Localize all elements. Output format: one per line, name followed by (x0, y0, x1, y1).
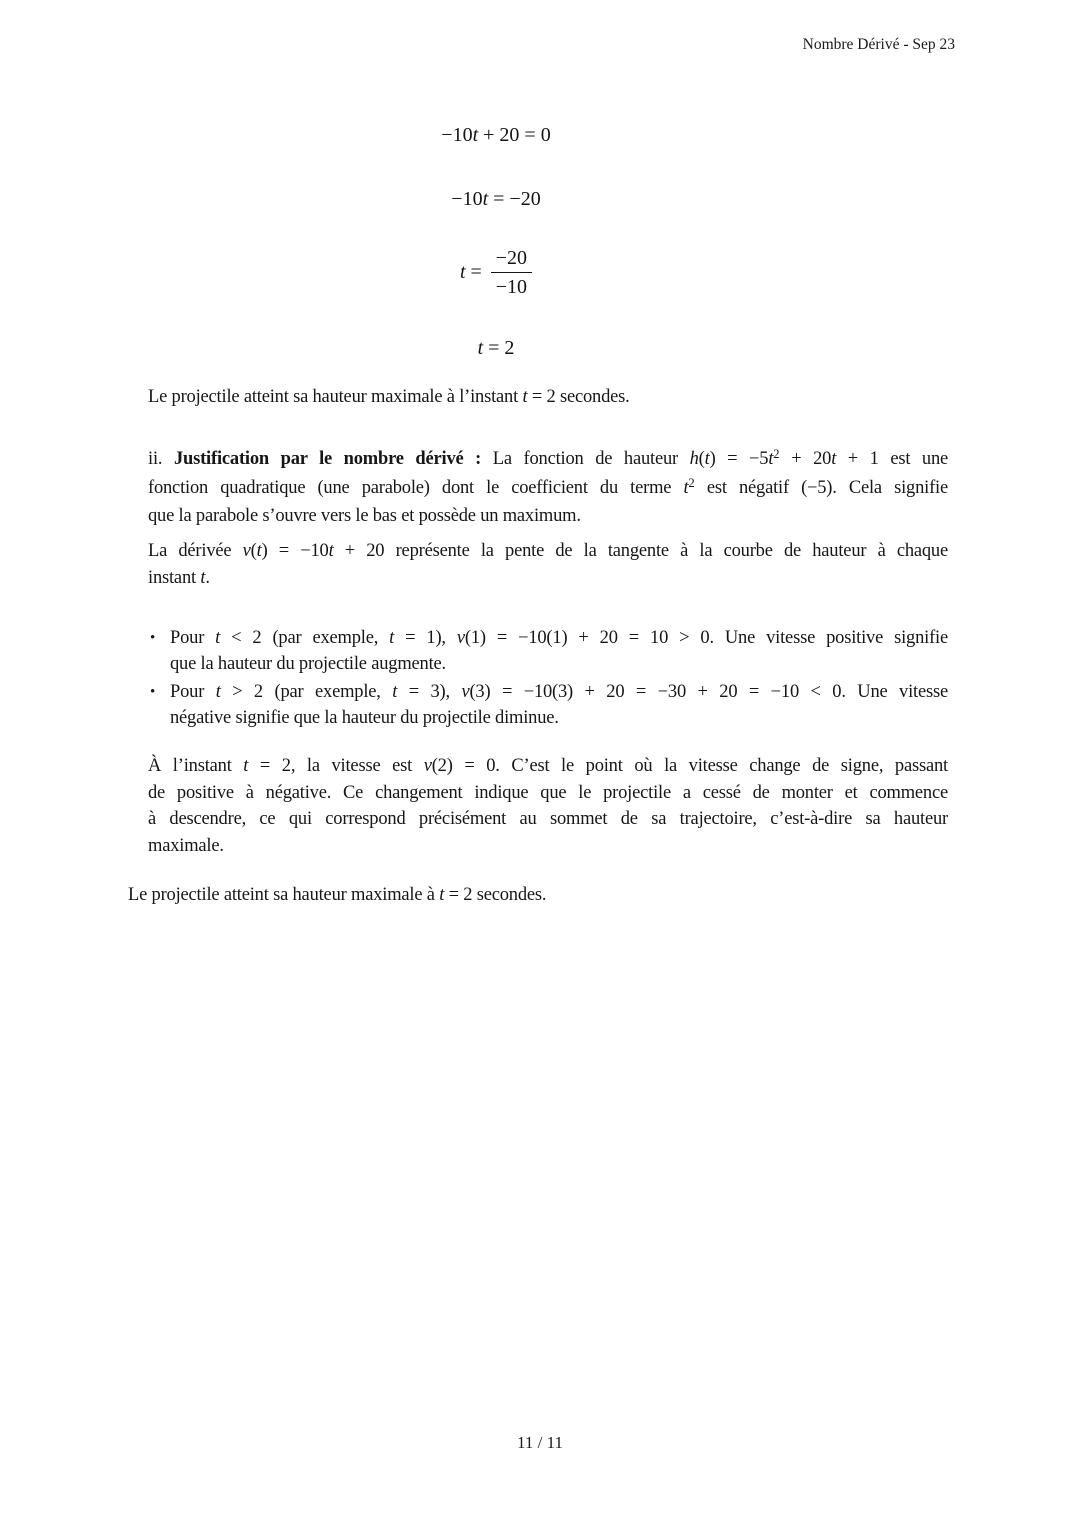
page-number: 11 / 11 (517, 1433, 563, 1452)
equation-1: −10t + 20 = 0 (441, 124, 551, 146)
paragraph-justification: ii. Justification par le nombre dérivé : La fonction de hauteur $h(t) = -5t^2 + 20t + 1$ est une fonction quadratique (une parabole) dont le coefficient du terme $t^2$ est négatif (−5). Cela signifie que la parabole s’ouvre vers le bas et possède un maximum. (148, 447, 949, 526)
paragraph-sign-change: À l’instant t = 2, la vitesse est v(2) = 0. C’est le point où la vitesse change de signe, passant de positive à négative. Ce changement indique que le projectile a cessé de monter et commence à descendre, ce qui correspond précisément au sommet de sa trajectoire, c’est-à-dire sa hauteur maximale. (148, 756, 948, 856)
bullet-text: Pour t > 2 (par exemple, t = 3), v(3) = −10(3) + 20 = −30 + 20 = −10 < 0. Une vitesse négative signifie que la hauteur du projectile diminue. (170, 682, 949, 728)
bullet-list (148, 625, 948, 731)
fraction-numerator: −20 (495, 246, 528, 269)
fraction-denominator: −10 (491, 272, 532, 298)
paragraph-result: Le projectile atteint sa hauteur maximale à l’instant t = 2 secondes. (148, 387, 630, 407)
bullet-item (148, 625, 948, 677)
equation-2: −10t = −20 (451, 188, 541, 210)
paragraph-conclusion: Le projectile atteint sa hauteur maximale à t = 2 secondes. (128, 885, 547, 905)
bullet-marker: • (150, 684, 156, 700)
equation-4: t = 2 (477, 337, 515, 359)
paragraph-derivative: La dérivée v(t) = −10t + 20 représente la pente de la tangente à la courbe de hauteur à chaque instant t. (148, 541, 948, 588)
equation-3 (148, 240, 844, 304)
bullet-marker: • (150, 630, 156, 646)
equation-3-lhs: t = (459, 260, 482, 283)
bullet-item (148, 679, 948, 731)
page-header: Nombre Dérivé - Sep 23 (802, 36, 955, 53)
fraction (491, 247, 532, 298)
bullet-text: Pour t < 2 (par exemple, t = 1), v(1) = −10(1) + 20 = 10 > 0. Une vitesse positive signifie que la hauteur du projectile augmente. (170, 628, 948, 674)
